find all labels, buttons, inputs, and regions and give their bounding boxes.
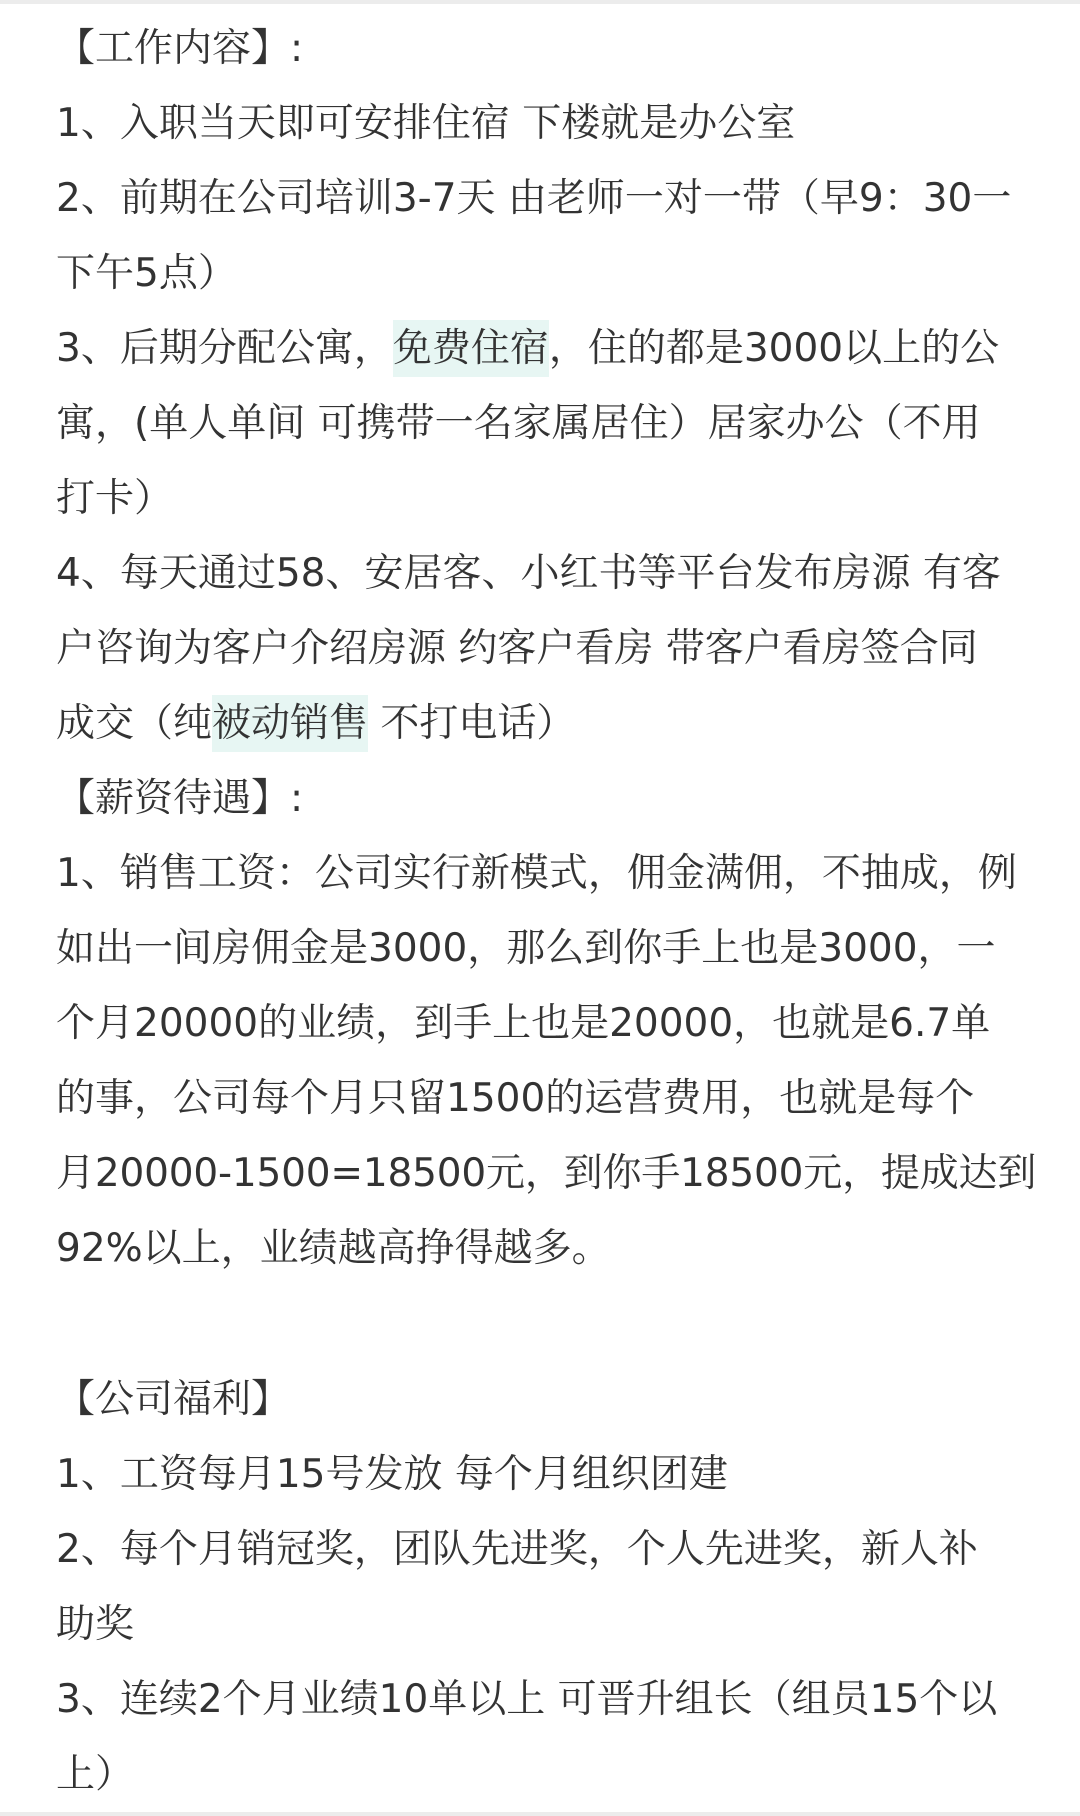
text-segment: 4、每天通过58、安居客、小红书等平台发布房源 有客 <box>56 551 1001 596</box>
text-line <box>56 696 1036 752</box>
text-line <box>56 471 1036 527</box>
text-segment: 1、入职当天即可安排住宿 下楼就是办公室 <box>56 101 796 146</box>
text-line <box>56 96 1036 152</box>
text-line <box>56 1221 1036 1277</box>
text-segment: 3、连续2个月业绩10单以上 可晋升组长（组员15个以 <box>56 1677 998 1722</box>
highlighted-text: 被动销售 <box>212 695 368 752</box>
text-line <box>56 1747 1036 1803</box>
text-segment: 成交（纯 <box>56 701 213 746</box>
text-line <box>56 771 1036 827</box>
bottom-divider <box>0 1812 1080 1816</box>
text-segment: 助奖 <box>56 1602 135 1647</box>
text-segment: 不打电话） <box>368 701 576 746</box>
text-line <box>56 321 1036 377</box>
text-line <box>56 921 1036 977</box>
text-line <box>56 1146 1036 1202</box>
text-segment: 月20000-1500=18500元，到你手18500元，提成达到 <box>56 1151 1037 1196</box>
top-divider <box>0 0 1080 4</box>
text-segment: 2、每个月销冠奖，团队先进奖，个人先进奖，新人补 <box>56 1527 978 1572</box>
text-line <box>56 171 1036 227</box>
text-line <box>56 1597 1036 1653</box>
text-segment: 【薪资待遇】: <box>56 776 304 821</box>
text-segment: ，住的都是3000以上的公 <box>548 326 1000 371</box>
text-segment: 【工作内容】: <box>56 26 304 71</box>
text-segment: 打卡） <box>56 476 174 521</box>
text-segment: 3、后期分配公寓， <box>56 326 393 371</box>
text-line <box>56 1071 1036 1127</box>
text-line <box>56 246 1036 302</box>
text-segment: 1、工资每月15号发放 每个月组织团建 <box>56 1452 728 1497</box>
text-line <box>56 996 1036 1052</box>
text-segment: 寓，(单人单间 可携带一名家属居住）居家办公（不用 <box>56 401 981 446</box>
text-segment: 2、前期在公司培训3-7天 由老师一对一带（早9：30一 <box>56 176 1012 221</box>
text-line <box>56 1522 1036 1578</box>
text-line <box>56 846 1036 902</box>
text-segment: 的事，公司每个月只留1500的运营费用，也就是每个 <box>56 1076 975 1121</box>
text-segment: 个月20000的业绩，到手上也是20000，也就是6.7单 <box>56 1001 991 1046</box>
text-segment: 92%以上，业绩越高挣得越多。 <box>56 1226 611 1271</box>
text-line <box>56 21 1036 77</box>
text-segment: 上） <box>56 1752 135 1797</box>
highlighted-text: 免费住宿 <box>393 320 549 377</box>
text-segment: 户咨询为客户介绍房源 约客户看房 带客户看房签合同 <box>56 626 978 671</box>
text-line <box>56 1447 1036 1503</box>
text-segment: 【公司福利】 <box>56 1377 291 1422</box>
text-line <box>56 1372 1036 1428</box>
text-segment: 1、销售工资：公司实行新模式，佣金满佣，不抽成，例 <box>56 851 1017 896</box>
text-segment: 下午5点） <box>56 251 237 296</box>
text-line <box>56 621 1036 677</box>
text-line <box>56 546 1036 602</box>
text-line <box>56 1672 1036 1728</box>
text-line <box>56 396 1036 452</box>
text-segment: 如出一间房佣金是3000，那么到你手上也是3000，一 <box>56 926 996 971</box>
